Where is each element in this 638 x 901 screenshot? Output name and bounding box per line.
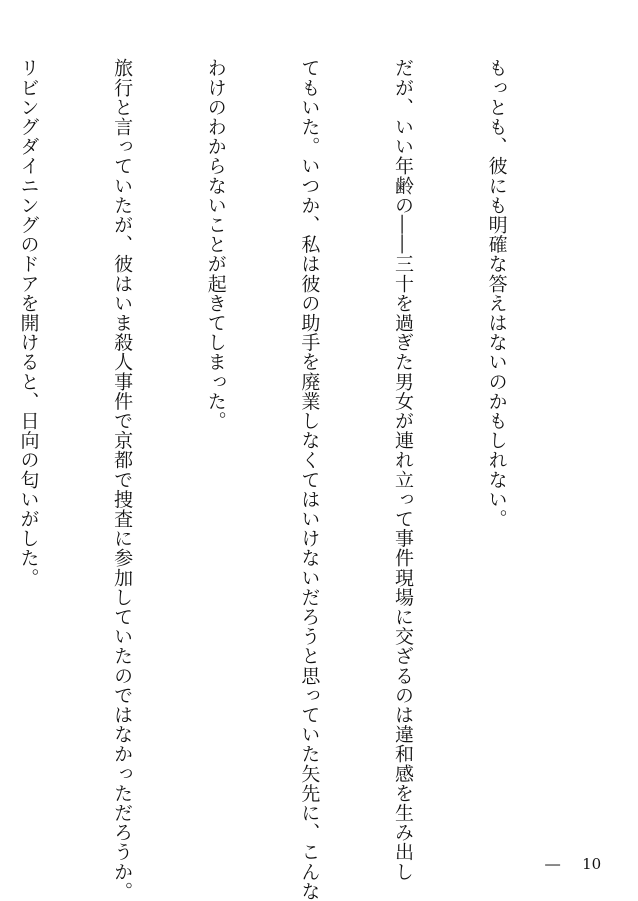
text-line: リビングダイニングのドアを開けると、日向の匂いがした。	[17, 58, 40, 588]
page-number: 10	[582, 855, 602, 873]
vertical-text-body	[0, 58, 574, 901]
text-line: わけのわからないことが起きてしまった。	[204, 58, 227, 431]
text-line: もっとも、彼にも明確な答えはないのかもしれない。	[485, 58, 508, 529]
page-footer	[526, 837, 601, 891]
text-line: だが、いい年齢の――三十を過ぎた男女が連れ立って事件現場に交ざるのは違和感を生み出し	[391, 58, 414, 882]
folio-dash: ―	[545, 855, 561, 873]
text-line: てもいた。いつか、私は彼の助手を廃業しなくてはいけないだろうと思っていた矢先に、こんな	[298, 58, 321, 901]
text-line: 旅行と言っていたが、彼はいま殺人事件で京都で捜査に参加していたのではなかっただろうか。	[111, 58, 134, 901]
